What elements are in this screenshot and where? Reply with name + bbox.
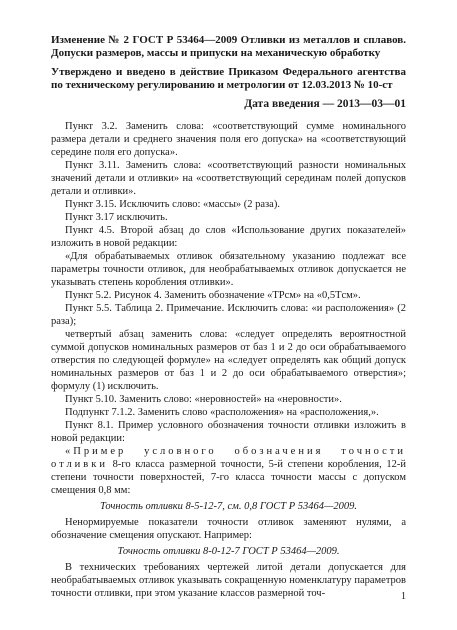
document-header (51, 34, 406, 92)
paragraph: Пункт 8.1. Пример условного обозначения точности отливки изложить в новой редакции: (51, 420, 406, 444)
paragraph: Ненормируемые показатели точности отливок заменяют нулями, а обозначение смещения опускают. Например: (51, 517, 406, 541)
example-lead-spaced: «Пример условного обозначения точности отливки (51, 446, 406, 470)
paragraph: Пункт 3.17 исключить. (65, 212, 168, 223)
paragraph: Пункт 3.11. Заменить слова: «соответствующий разности номинальных значений детали и отливки» на «соответствующий серединам полей допусков детали и отливки». (51, 160, 406, 197)
page-number: 1 (401, 591, 406, 602)
example-intro (51, 445, 406, 497)
paragraph: Пункт 5.5. Таблица 2. Примечание. Исключить слова: «и расположения» (2 раза); (51, 303, 406, 327)
example-lead-rest: 8-го класса размерной точности, 5-й степени коробления, 12-й степени точности поверхностей, 7-го класса точности массы с допуском смещения 0,8 мм: (51, 459, 407, 496)
paragraph: Пункт 4.5. Второй абзац до слов «Использование других показателей» изложить в новой редакции: (51, 225, 406, 249)
document-body (51, 120, 406, 600)
paragraph: Пункт 5.2. Рисунок 4. Заменить обозначение «ТРсм» на «0,5Tсм». (65, 290, 361, 301)
paragraph: Пункт 3.15. Исключить слово: «массы» (2 раза). (65, 199, 280, 210)
paragraph: Подпункт 7.1.2. Заменить слово «расположения» на «расположения,». (65, 407, 379, 418)
example-designation-1: Точность отливки 8-5-12-7, см. 0,8 ГОСТ Р 53464—2009. (99, 501, 358, 512)
paragraph: Пункт 5.10. Заменить слово: «неровностей» на «неровности». (65, 394, 342, 405)
paragraph: четвертый абзац заменить слова: «следует определять вероятностной суммой допусков номинальных размеров от баз 1 и 2 до оси обрабатываемого отверстия по следующей формуле» на «следует определять как общий допуск номинальных размеров от баз 1 и 2 до оси обрабатываемого отверстия»; формулу (1) исключить. (51, 329, 406, 392)
paragraph: В технических требованиях чертежей литой детали допускается для необрабатываемых отливок указывать сокращенную номенклатуру параметров точности отливки, при этом указание классов размерной точ- (51, 562, 406, 599)
paragraph: Пункт 3.2. Заменить слова: «соответствующий сумме номинального размера детали и среднего значения поля его допуска» на «соответствующий середине поля его допуска». (51, 121, 406, 158)
example-designation-2: Точность отливки 8-0-12-7 ГОСТ Р 53464—2009. (117, 546, 340, 557)
paragraph: «Для обрабатываемых отливок обязательному указанию подлежат все параметры точности отливок, для необрабатываемых отливок допускается не указывать степень коробления отливки». (51, 251, 406, 288)
effective-date: Дата введения — 2013—03—01 (244, 98, 406, 110)
approval-statement: Утверждено и введено в действие Приказом Федерального агентства по техническому регулированию и метрологии от 12.03.2013 № 10-ст (51, 66, 406, 91)
amendment-title: Изменение № 2 ГОСТ Р 53464—2009 Отливки из металлов и сплавов. Допуски размеров, массы и припуски на механическую обработку (51, 34, 406, 59)
